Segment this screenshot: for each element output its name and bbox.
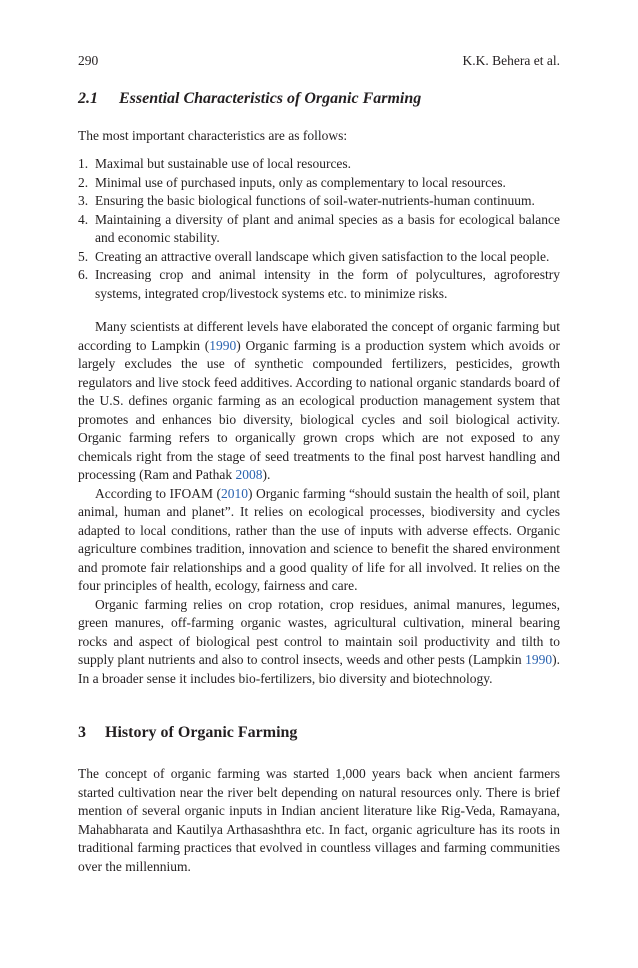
paragraph	[78, 485, 560, 596]
section-number: 3	[78, 724, 86, 741]
paragraph	[78, 596, 560, 689]
paragraph-text: Organic farming relies on crop rotation, crop residues, animal manures, legumes, green manures, off-farming organic wastes, agricultural cultivation, mineral bearing rocks and aspect of biological pest control to maintain soil productivity and tilth to supply plant nutrients and also to control insects, weeds and other pests (Lampkin	[78, 596, 560, 667]
list-item-text: Maintaining a diversity of plant and animal species as a basis for ecological balance and economic stability.	[95, 211, 560, 245]
list-item	[78, 211, 560, 248]
paragraph: The concept of organic farming was started 1,000 years back when ancient farmers started cultivation near the river belt depending on natural resources only. There is brief mention of several organic inputs in Indian ancient literature like Rig-Veda, Ramayana, Mahabharata and Kautilya Arthasashthra etc. In fact, organic agriculture has its roots in traditional farming practices that evolved in countless villages and farming communities over the millennium.	[78, 766, 560, 874]
list-item-text: Increasing crop and animal intensity in the form of polycultures, agroforestry systems, integrated crop/livestock systems etc. to minimize risks.	[95, 267, 560, 301]
list-item	[78, 266, 560, 303]
list-item-text: Creating an attractive overall landscape which given satisfaction to the local people.	[95, 248, 550, 264]
paragraph-text: ) Organic farming “should sustain the health of soil, plant animal, human and planet”. It relies on ecological processes, biodiversity and cycles adapted to local conditions, rather than the use of inputs with adverse effects. Organic agriculture combines tradition, innovation and science to benefit the shared environment and promote fair relationships and a good quality of life for all involved. It relies on the four principles of health, ecology, fairness and care.	[78, 485, 561, 593]
section-title: History of Organic Farming	[105, 724, 298, 741]
list-item-number: 3.	[78, 193, 89, 208]
list-item	[78, 155, 560, 174]
list-item-number: 6.	[78, 267, 89, 282]
section-3-body	[78, 765, 560, 876]
characteristics-list	[78, 155, 560, 303]
section-title: Essential Characteristics of Organic Farming	[119, 90, 422, 107]
section-heading-3	[78, 723, 297, 743]
paragraph-text: ). In a broader sense it includes bio-fertilizers, bio diversity and biotechnology.	[78, 652, 560, 686]
citation-link[interactable]: 1990	[209, 337, 237, 353]
paragraph-text: Many scientists at different levels have elaborated the concept of organic farming but according to Lampkin (	[78, 319, 560, 353]
section-number: 2.1	[78, 90, 98, 107]
page-number: 290	[78, 53, 99, 68]
list-item-number: 2.	[78, 174, 89, 190]
list-item-number: 1.	[78, 156, 89, 171]
citation-link[interactable]: 2008	[235, 467, 263, 482]
list-item-number: 4.	[78, 211, 89, 227]
list-item-text: Maximal but sustainable use of local resources.	[95, 156, 352, 171]
list-item	[78, 248, 560, 267]
paragraph-text: ).	[262, 467, 271, 482]
section-heading-2-1	[78, 89, 421, 109]
list-item	[78, 192, 560, 211]
citation-link[interactable]: 2010	[220, 485, 248, 501]
intro-sentence: The most important characteristics are as follows:	[78, 128, 348, 143]
list-item	[78, 174, 560, 193]
body-paragraphs	[78, 318, 560, 688]
running-title: K.K. Behera et al.	[462, 53, 560, 68]
paragraph	[78, 318, 560, 485]
list-item-number: 5.	[78, 248, 89, 264]
list-item-text: Ensuring the basic biological functions of soil-water-nutrients-human continuum.	[95, 193, 535, 208]
list-item-text: Minimal use of purchased inputs, only as complementary to local resources.	[95, 174, 506, 190]
citation-link[interactable]: 1990	[525, 652, 553, 667]
paragraph-text: ) Organic farming is a production system which avoids or largely excludes the use of synthetic compounded fertilizers, pesticides, growth regulators and live stock feed additives. According to national organic standards board of the U.S. defines organic farming as an ecological production management system that promotes and enhances bio diversity, biological cycles and soil biological activity. Organic farming refers to organically grown crops which are not exposed to any chemicals right from the stage of seed treatments to the final post harvest handling and processing (Ram and Pathak	[78, 337, 560, 482]
paragraph-text: According to IFOAM (	[95, 485, 221, 501]
